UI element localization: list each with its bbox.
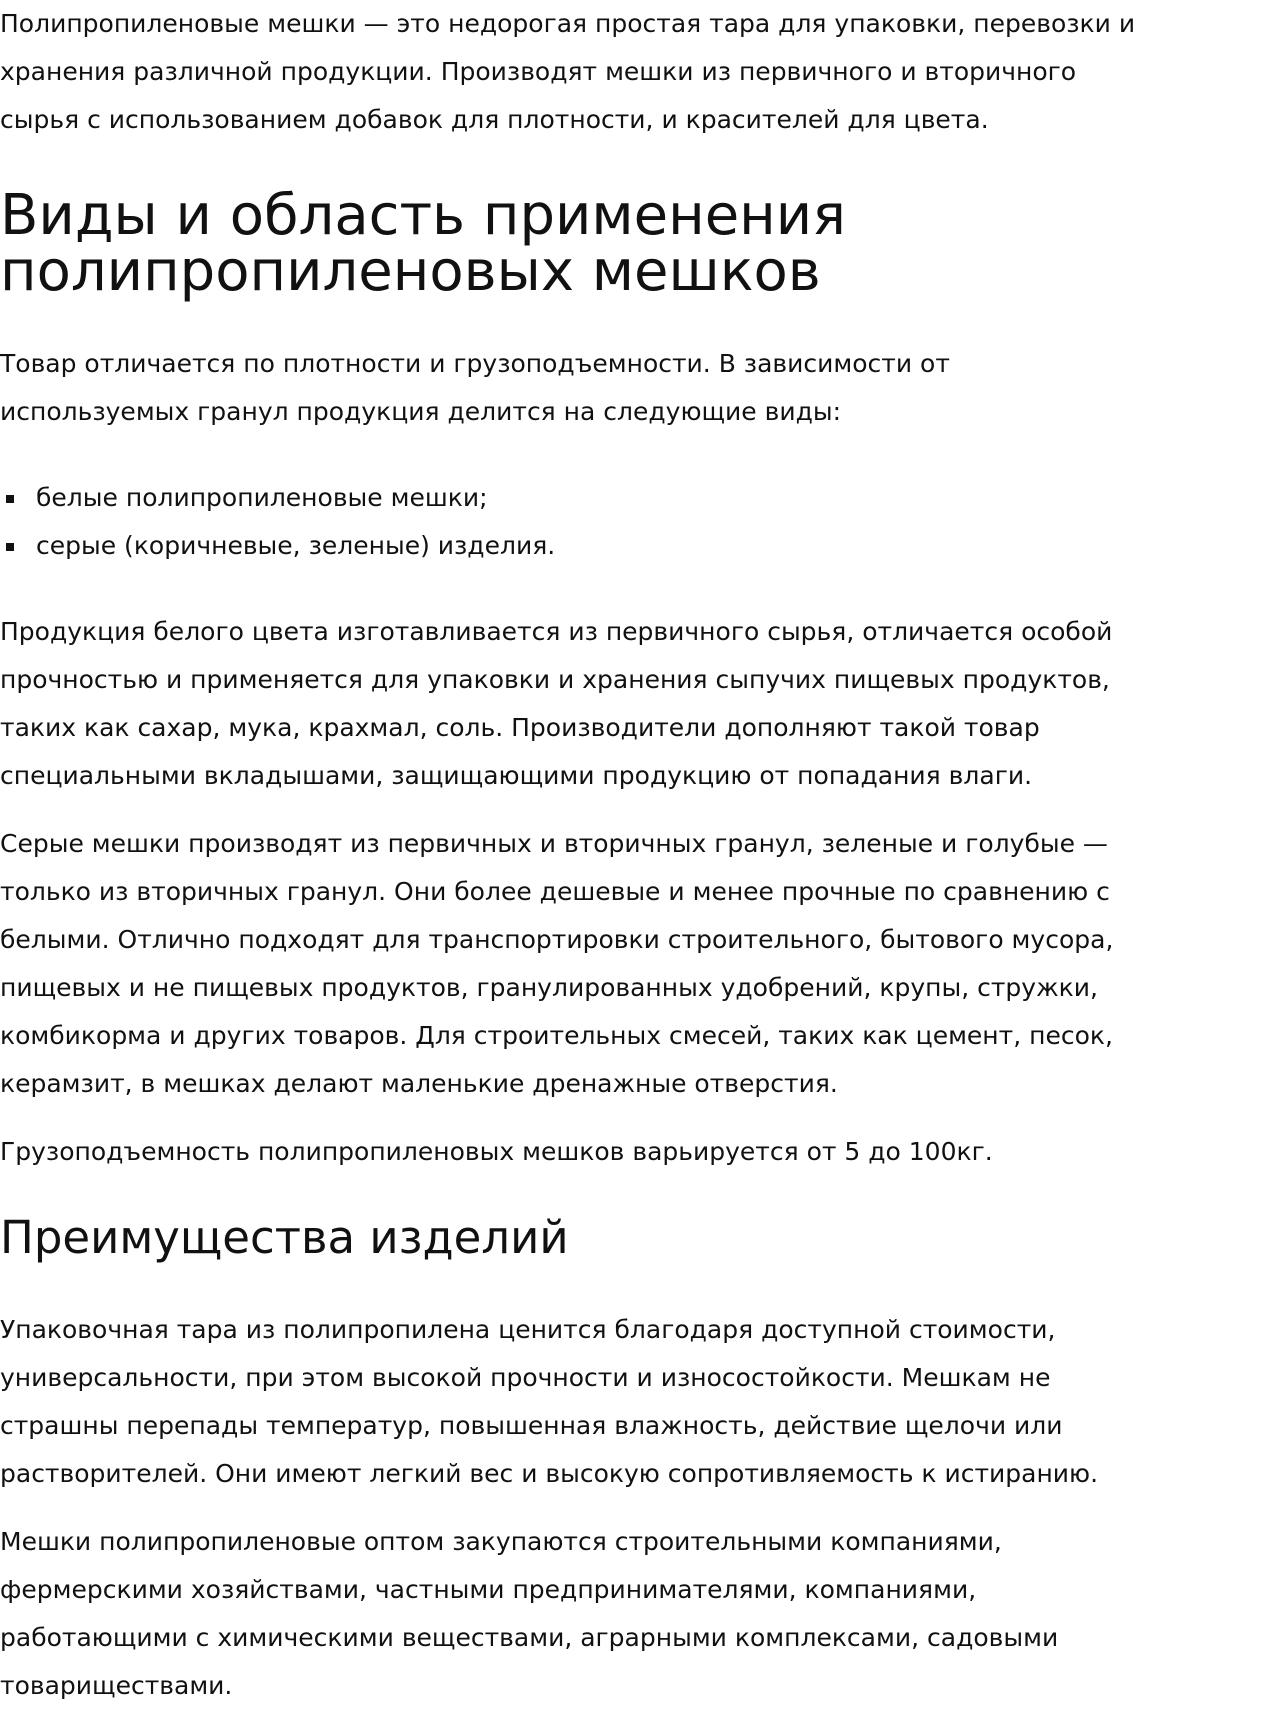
buyers-paragraph: Мешки полипропиленовые оптом закупаются строительными компаниями, фермерскими хозяйствами, частными предпринимателями, компаниями, работающими с химическими веществами, аграрными комплексами, садовыми товариществами. [0, 1527, 1059, 1700]
list-item-text: белые полипропиленовые мешки; [36, 483, 488, 512]
list-item-text: серые (коричневые, зеленые) изделия. [36, 531, 556, 560]
capacity-paragraph: Грузоподъемность полипропиленовых мешков варьируется от 5 до 100кг. [0, 1137, 993, 1166]
types-list [0, 474, 1270, 570]
types-intro-paragraph: Товар отличается по плотности и грузоподъемности. В зависимости от используемых гранул продукция делится на следующие виды: [0, 349, 950, 426]
section-heading-types: Виды и область применения полипропиленовых мешков [0, 183, 846, 304]
list-item [0, 474, 1270, 522]
list-item [0, 522, 1270, 570]
bullet-icon [6, 543, 14, 551]
advantages-paragraph: Упаковочная тара из полипропилена ценится благодаря доступной стоимости, универсальности, при этом высокой прочности и износостойкости. Мешкам не страшны перепады температур, повышенная влажность, действие щелочи или растворителей. Они имеют легкий вес и высокую сопротивляемость к истиранию. [0, 1315, 1099, 1488]
white-bags-paragraph: Продукция белого цвета изготавливается из первичного сырья, отличается особой прочностью и применяется для упаковки и хранения сыпучих пищевых продуктов, таких как сахар, мука, крахмал, соль. Производители дополняют такой товар специальными вкладышами, защищающими продукцию от попадания влаги. [0, 617, 1113, 790]
bullet-icon [6, 495, 14, 503]
intro-paragraph: Полипропиленовые мешки — это недорогая простая тара для упаковки, перевозки и хранения различной продукции. Производят мешки из первичного и вторичного сырья с использованием добавок для плотности, и красителей для цвета. [0, 9, 1136, 134]
grey-bags-paragraph: Серые мешки производят из первичных и вторичных гранул, зеленые и голубые — только из вторичных гранул. Они более дешевые и менее прочные по сравнению с белыми. Отлично подходят для транспортировки строительного, бытового мусора, пищевых и не пищевых продуктов, гранулированных удобрений, крупы, стружки, комбикорма и других товаров. Для строительных смесей, таких как цемент, песок, керамзит, в мешках делают маленькие дренажные отверстия. [0, 829, 1114, 1098]
section-heading-advantages: Преимущества изделий [0, 1211, 569, 1264]
